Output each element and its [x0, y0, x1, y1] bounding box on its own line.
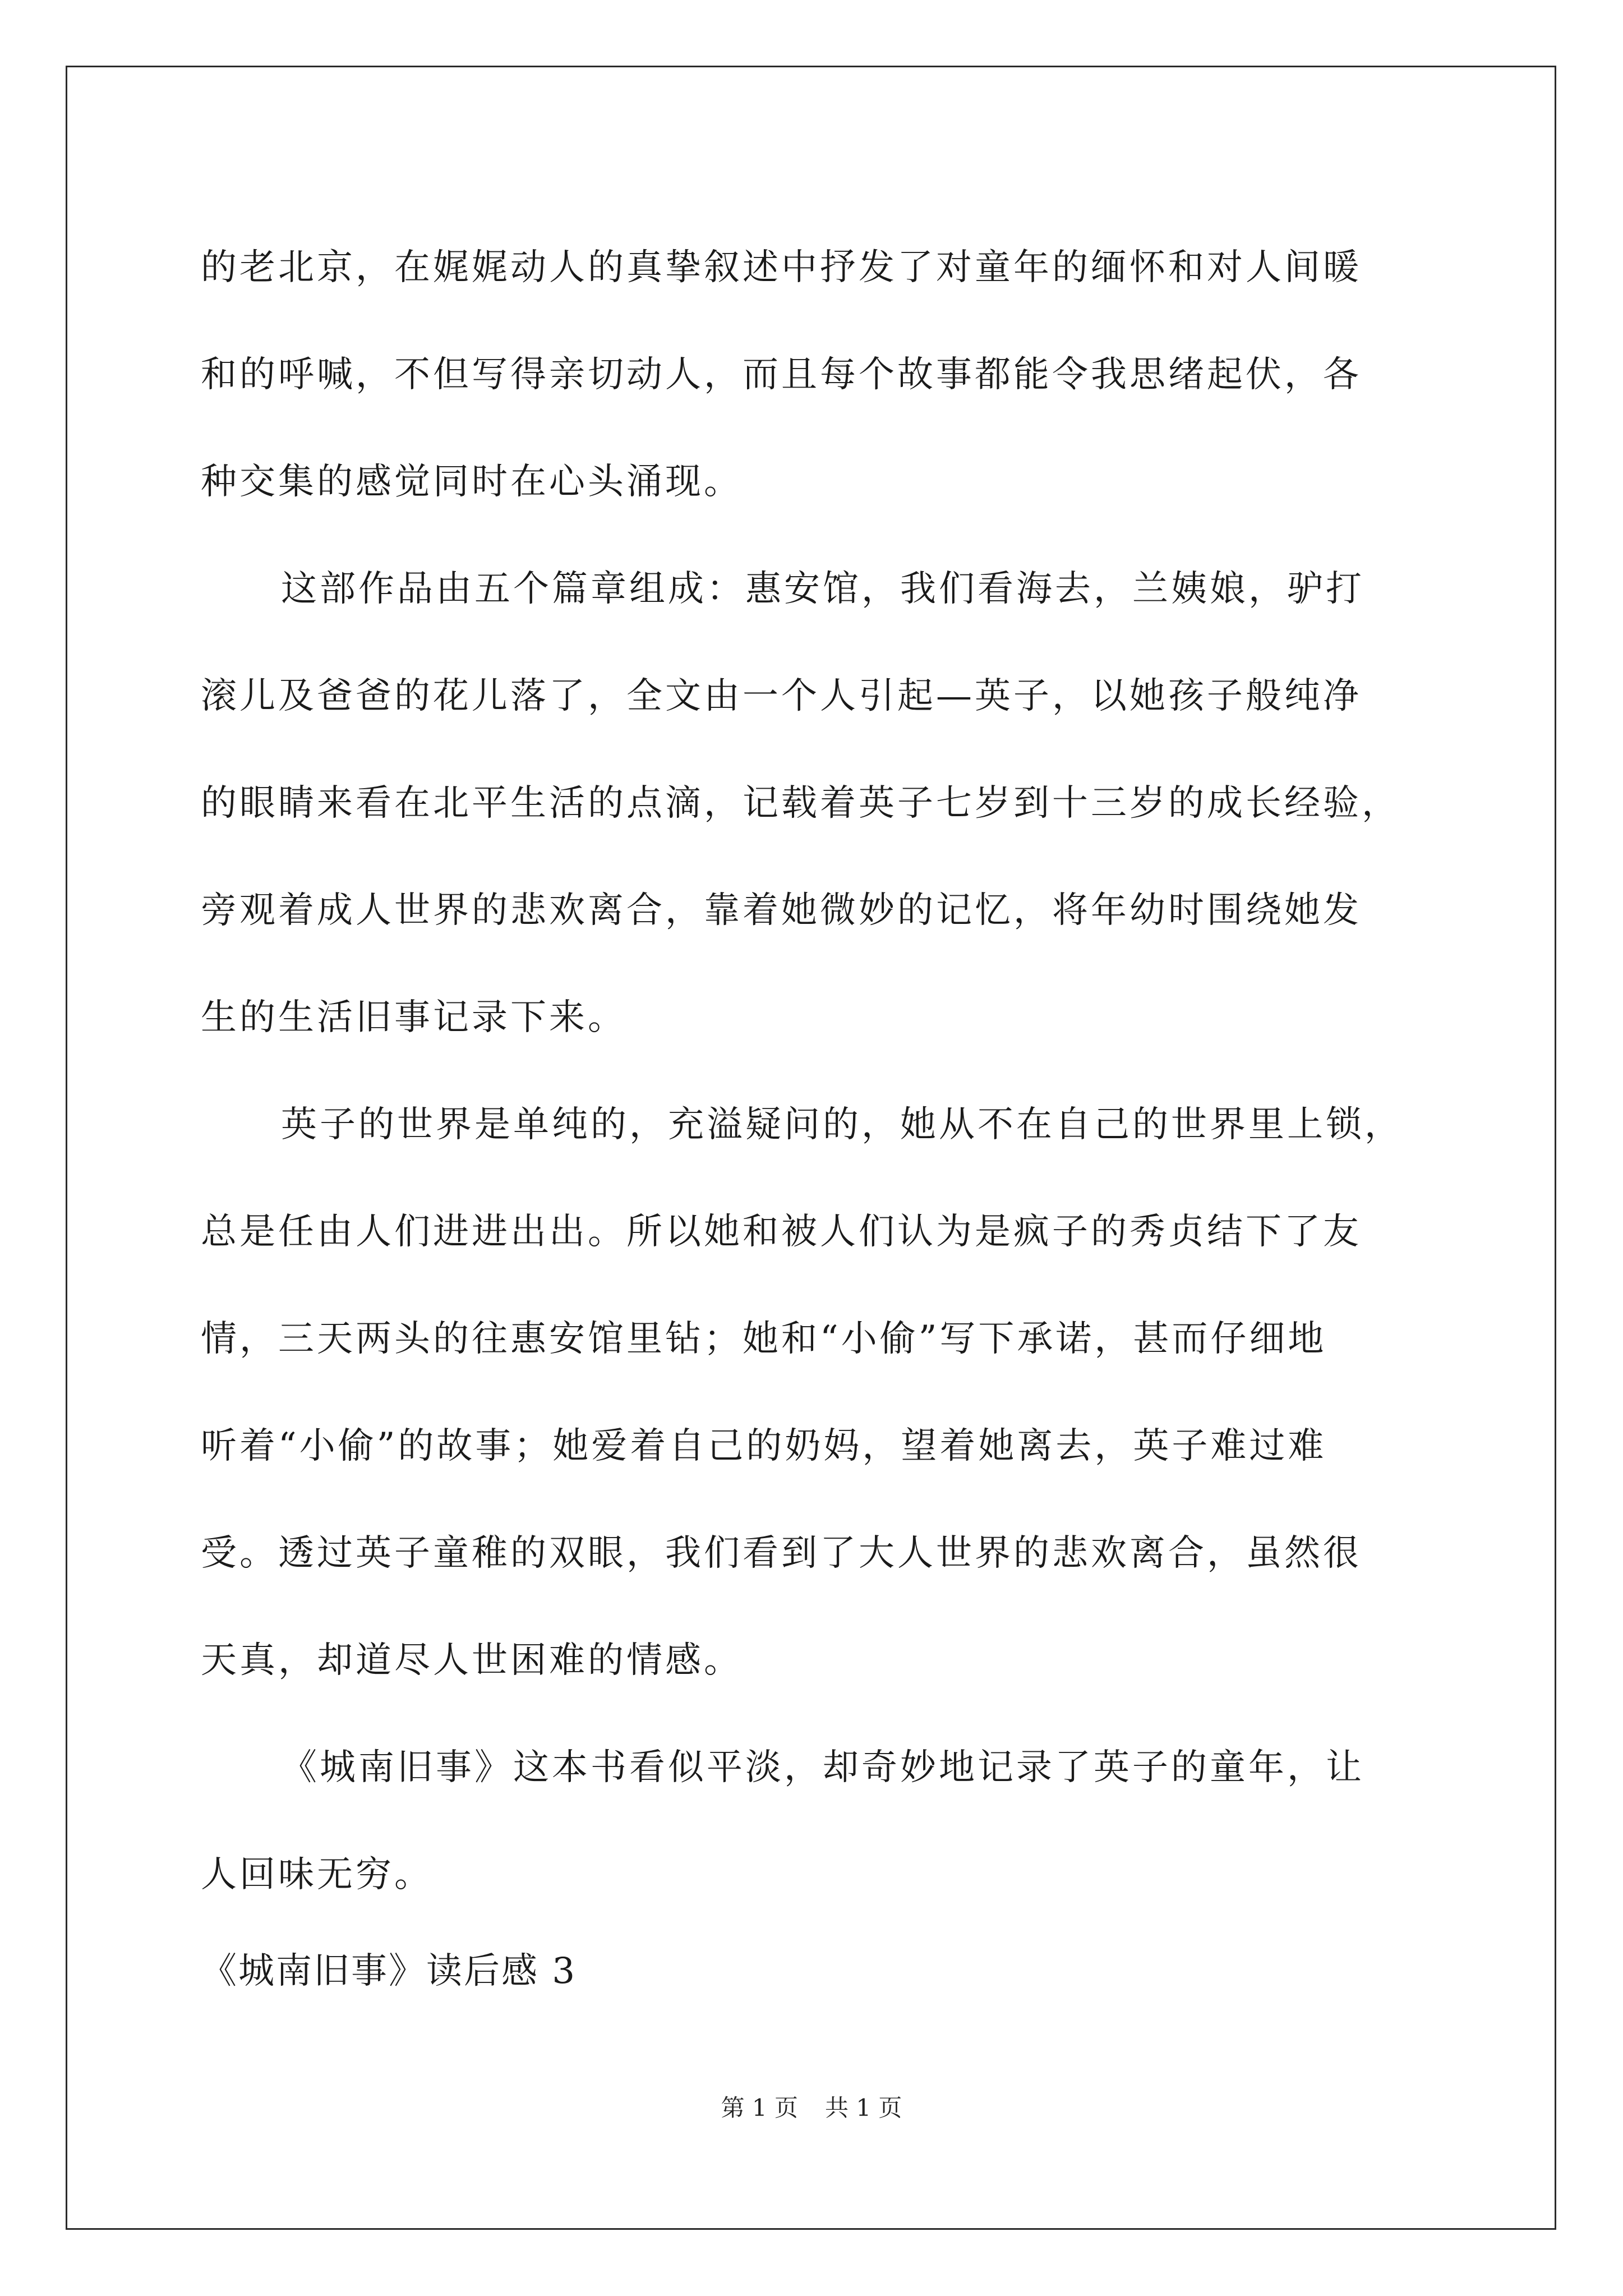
text-line: 人回味无穷。	[201, 1854, 433, 1895]
paragraph	[201, 1714, 1429, 1929]
text-line: 总是任由人们进进出出。所以她和被人们认为是疯子的秀贞结下了友	[201, 1211, 1362, 1253]
text-line: 受。透过英子童稚的双眼，我们看到了大人世界的悲欢离合，虽然很	[201, 1533, 1362, 1574]
paragraph	[201, 214, 1429, 536]
section-heading: 《城南旧事》读后感 3	[201, 1950, 577, 1992]
text-line: 的老北京，在娓娓动人的真挚叙述中抒发了对童年的缅怀和对人间暖	[201, 247, 1362, 288]
text-line: 滚儿及爸爸的花儿落了，全文由一个人引起—英子，以她孩子般纯净	[201, 675, 1362, 717]
text-line: 听着“小偷”的故事；她爱着自己的奶妈，望着她离去，英子难过难	[201, 1425, 1327, 1467]
page-number: 第 1 页	[721, 2094, 798, 2122]
text-line: 的眼睛来看在北平生活的点滴，记载着英子七岁到十三岁的成长经验，	[201, 783, 1400, 824]
text-line: 生的生活旧事记录下来。	[201, 997, 626, 1038]
paragraph	[201, 536, 1429, 1071]
paragraph	[201, 1071, 1429, 1714]
text-line: 这部作品由五个篇章组成：惠安馆，我们看海去，兰姨娘，驴打	[281, 568, 1364, 610]
text-line: 种交集的感觉同时在心头涌现。	[201, 461, 743, 503]
page-total: 共 1 页	[825, 2094, 902, 2122]
text-line: 和的呼喊，不但写得亲切动人，而且每个故事都能令我思绪起伏，各	[201, 354, 1362, 395]
text-line: 《城南旧事》这本书看似平淡，却奇妙地记录了英子的童年，让	[281, 1747, 1364, 1788]
body-text	[201, 214, 1429, 1929]
text-line: 英子的世界是单纯的，充溢疑问的，她从不在自己的世界里上锁，	[281, 1104, 1403, 1145]
text-line: 情，三天两头的往惠安馆里钻；她和“小偷”写下承诺，甚而仔细地	[201, 1318, 1327, 1360]
text-line: 天真，却道尽人世困难的情感。	[201, 1640, 743, 1681]
text-line: 旁观着成人世界的悲欢离合，靠着她微妙的记忆，将年幼时围绕她发	[201, 890, 1362, 931]
page-footer	[0, 2091, 1623, 2125]
